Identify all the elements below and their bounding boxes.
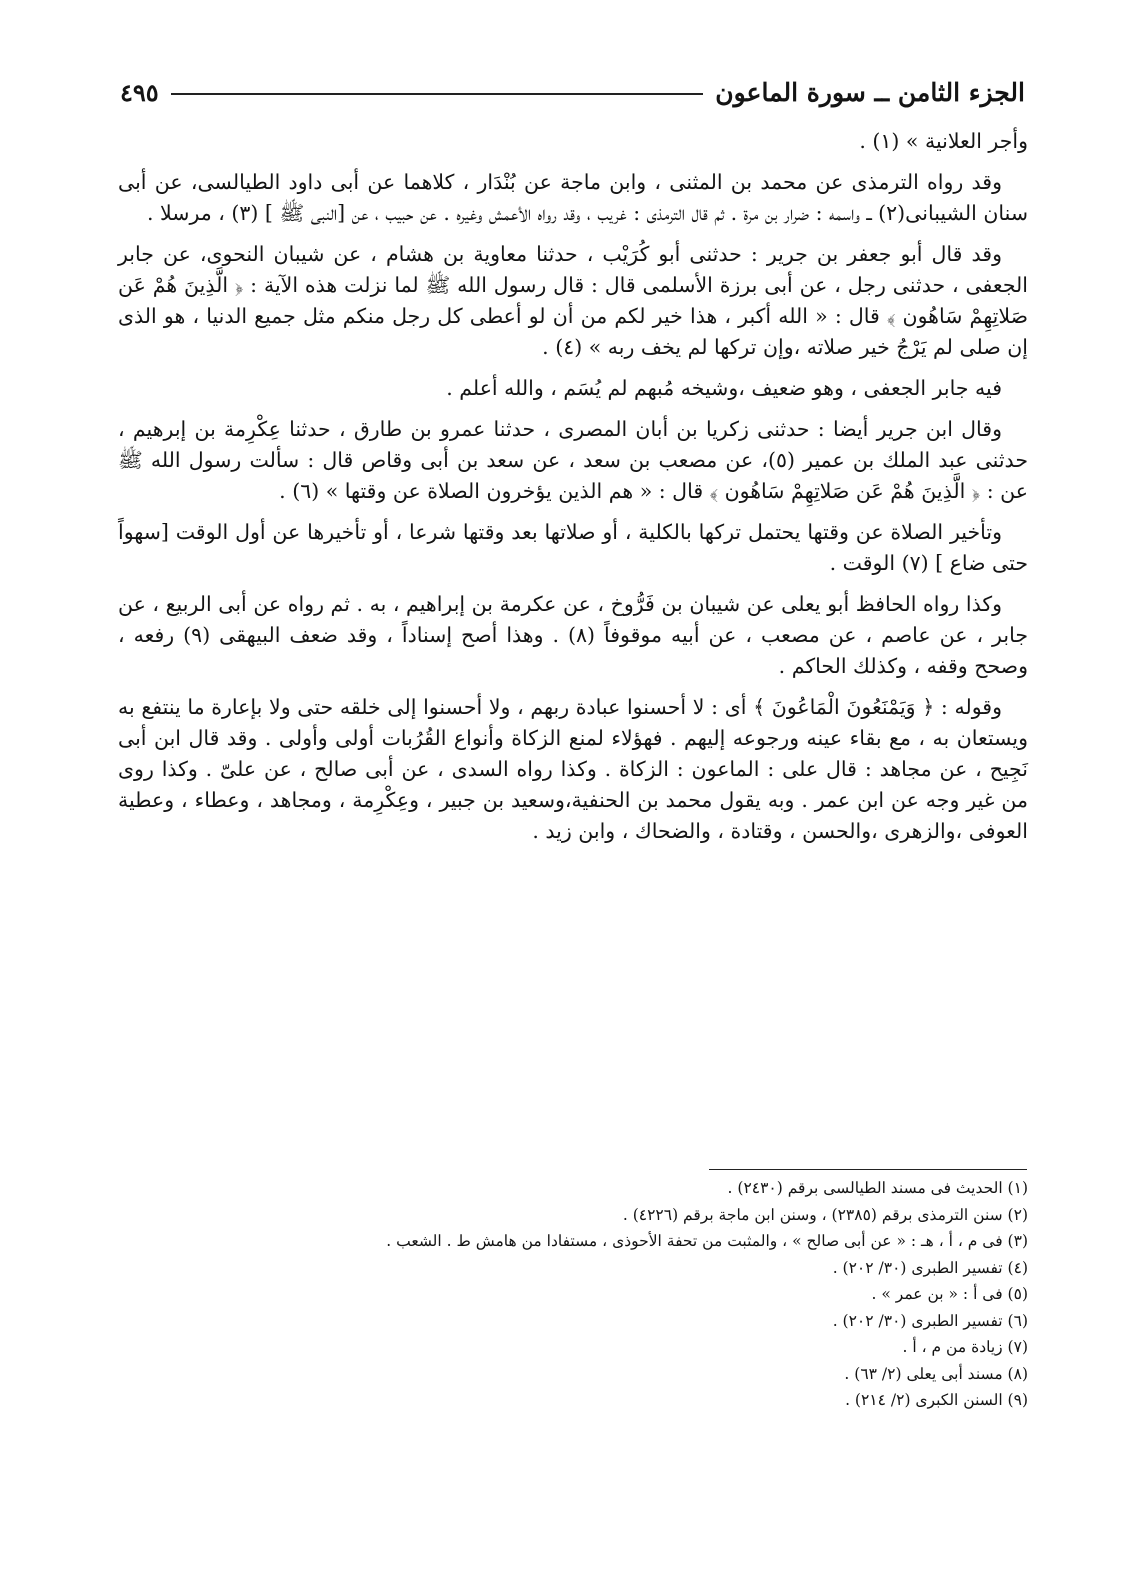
main-text: [118, 126, 1028, 857]
page-header: [120, 72, 1025, 112]
paragraph: وكذا رواه الحافظ أبو يعلى عن شيبان بن فَرُّوخ ، عن عكرمة بن إبراهيم ، به . ثم رواه عن أبى الربيع ، عن جابر ، عن عاصم ، عن مصعب ، عن أبيه موقوفاً (٨) . وهذا أصح إسناداً ، وقد ضعف البيهقى (٩) رفعه ، وصحح وقفه ، وكذلك الحاكم .: [118, 592, 1028, 678]
footnotes: [118, 1175, 1028, 1414]
footnote: (٨) مسند أبى يعلى (٢/ ٦٣) .: [844, 1364, 1028, 1383]
footnote: (١) الحديث فى مسند الطيالسى برقم (٢٤٣٠) .: [727, 1179, 1028, 1197]
footnote: (٢) سنن الترمذى برقم (٢٣٨٥) ، وسنن ابن ماجة برقم (٤٢٢٦) .: [622, 1205, 1028, 1224]
paragraph: وقوله : ﴿ وَيَمْنَعُونَ الْمَاعُونَ ﴾ أى : لا أحسنوا عبادة ربهم ، ولا أحسنوا إلى خلقه حتى ولا بإعارة ما ينتفع به ويستعان به ، مع بقاء عينه ورجوعه إليهم . فهؤلاء لمنع الزكاة وأنواع القُرُبات أولى وأولى . وقد قال ابن أبى نَجِيح ، عن مجاهد : قال على : الماعون : الزكاة . وكذا رواه السدى ، عن أبى صالح ، عن علىّ . وكذا روى من غير وجه عن ابن عمر . وبه يقول محمد بن الحنفية،وسعيد بن جبير ، وعِكْرِمة ، ومجاهد ، وعطاء ، وعطية العوفى ،والزهرى ،والحسن ، وقتادة ، والضحاك ، وابن زيد .: [118, 695, 1028, 843]
paragraph: وقد قال أبو جعفر بن جرير : حدثنى أبو كُرَيْب ، حدثنا معاوية بن هشام ، عن شيبان النحوى، عن جابر الجعفى ، حدثنى رجل ، عن أبى برزة الأسلمى قال : قال رسول الله ﷺ لما نزلت هذه الآية : ﴿ الَّذِينَ هُمْ عَن صَلاتِهِمْ سَاهُون ﴾ قال : « الله أكبر ، هذا خير لكم من أن لو أعطى كل رجل منكم مثل جميع الدنيا ، هو الذى إن صلى لم يَرْجُ خير صلاته ،وإن تركها لم يخف ربه » (٤) .: [118, 242, 1028, 359]
footnote: (٧) زيادة من م ، أ .: [902, 1338, 1028, 1356]
paragraph: وقال ابن جرير أيضا : حدثنى زكريا بن أبان المصرى ، حدثنا عمرو بن طارق ، حدثنا عِكْرِمة بن إبرهيم ، حدثنى عبد الملك بن عمير (٥)، عن مصعب بن سعد ، عن سعد بن أبى وقاص قال : سألت رسول الله ﷺ عن : ﴿ الَّذِينَ هُمْ عَن صَلاتِهِمْ سَاهُون ﴾ قال : « هم الذين يؤخرون الصلاة عن وقتها » (٦) .: [118, 417, 1028, 503]
running-title: الجزء الثامن ــ سورة الماعون: [715, 77, 1025, 107]
paragraph: فيه جابر الجعفى ، وهو ضعيف ،وشيخه مُبهم لم يُسَم ، والله أعلم .: [446, 376, 1002, 400]
footnote: (٥) فى أ : « بن عمر » .: [871, 1285, 1028, 1303]
page-number: ٤٩٥: [120, 77, 159, 107]
footnote: (٩) السنن الكبرى (٢/ ٢١٤) .: [845, 1391, 1028, 1409]
paragraph-continuation: وأجر العلانية » (١) .: [859, 129, 1028, 153]
footnote: (٣) فى م ، أ ، هـ : « عن أبى صالح » ، والمثبت من تحفة الأحوذى ، مستفادا من هامش ط . الشعب .: [386, 1232, 1028, 1250]
footnote: (٦) تفسير الطبرى (٣٠/ ٢٠٢) .: [832, 1311, 1028, 1330]
footnote: (٤) تفسير الطبرى (٣٠/ ٢٠٢) .: [832, 1258, 1028, 1277]
header-rule: [171, 93, 704, 95]
footnote-separator: [709, 1169, 1027, 1170]
paragraph: وتأخير الصلاة عن وقتها يحتمل تركها بالكلية ، أو صلاتها بعد وقتها شرعا ، أو تأخيرها عن أول الوقت [سهواً حتى ضاع ] (٧) الوقت .: [118, 520, 1028, 575]
paragraph: وقد رواه الترمذى عن محمد بن المثنى ، وابن ماجة عن بُنْدَار ، كلاهما عن أبى داود الطيالسى، عن أبى سنان الشيبانى(٢) ــ واسمه : ضرار بن مرة . ثم قال الترمذى : غريب ، وقد رواه الأعمش وغيره . عن حبيب ، عن [النبى ﷺ ] (٣) ، مرسلا .: [118, 170, 1028, 225]
